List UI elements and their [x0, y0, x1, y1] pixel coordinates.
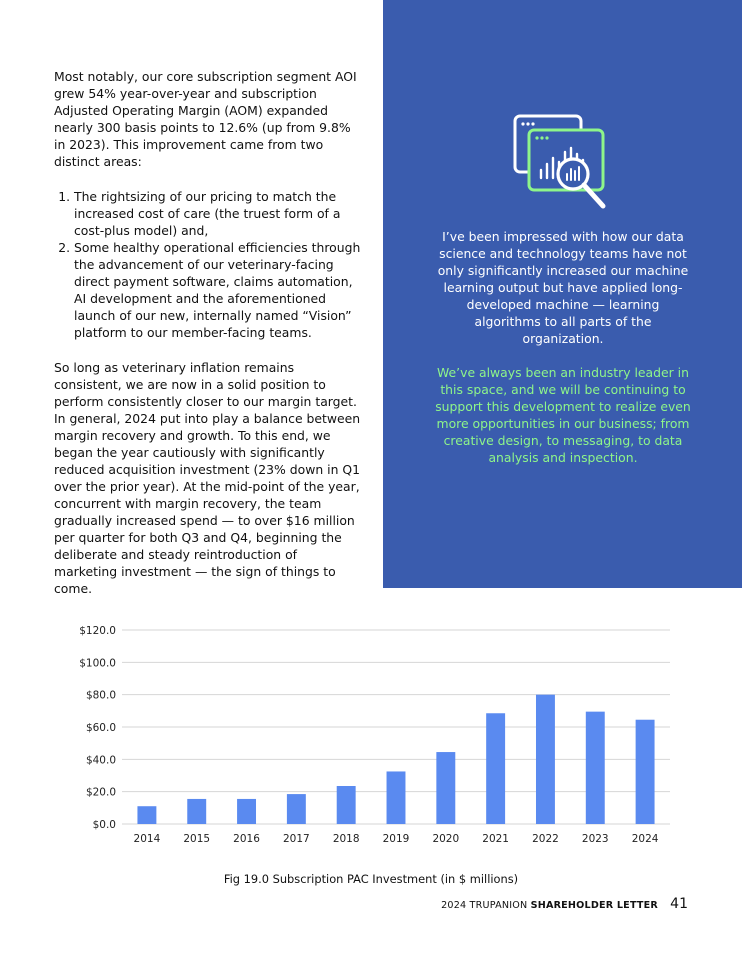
body-text-column: [54, 68, 364, 597]
bar: [287, 794, 306, 824]
y-tick-label: $40.0: [85, 754, 116, 767]
footer-bold: SHAREHOLDER LETTER: [530, 900, 658, 911]
list-item: 1. The rightsizing of our pricing to match the increased cost of care (the truest form of a cost-plus model) and,: [74, 188, 364, 239]
paragraph-aoi: Most notably, our core subscription segment AOI grew 54% year-over-year and subscription Adjusted Operating Margin (AOM) expanded nearly 300 basis points to 12.6% (up from 9.8% in 2023). This improvement came from two distinct areas:: [54, 69, 357, 169]
y-tick-label: $120.0: [79, 625, 116, 637]
y-tick-label: $80.0: [85, 689, 116, 702]
x-tick-label: 2017: [282, 833, 310, 845]
y-tick-label: $20.0: [85, 786, 116, 799]
x-tick-label: 2024: [631, 833, 659, 845]
x-tick-label: 2019: [382, 833, 410, 845]
quote-panel: [383, 0, 742, 588]
bar-chart-svg: [60, 610, 680, 850]
bar: [486, 713, 505, 824]
footer-title: [441, 900, 658, 911]
paragraph-inflation: So long as veterinary inflation remains consistent, we are now in a solid position to perform consistently closer to our margin target. In general, 2024 put into play a balance between margin recovery and growth. To this end, we began the year cautiously with significantly reduced acquisition investment (23% down in Q1 over the prior year). At the mid-point of the year, concurrent with margin recovery, the team gradually increased spend — to over $16 million per quarter for both Q3 and Q4, beginning the deliberate and steady reintroduction of marketing investment — the sign of things to come.: [54, 360, 361, 596]
x-tick-label: 2015: [183, 833, 211, 845]
footer-prefix: 2024 TRUPANION: [441, 900, 531, 911]
figure-caption: Fig 19.0 Subscription PAC Investment (in $ millions): [223, 872, 519, 886]
bar: [387, 771, 406, 824]
x-tick-label: 2018: [332, 833, 360, 845]
x-tick-label: 2014: [133, 833, 161, 845]
y-tick-label: $60.0: [85, 722, 116, 734]
bar: [436, 752, 455, 824]
pac-investment-chart: [60, 610, 680, 850]
bar: [137, 806, 156, 824]
x-tick-label: 2021: [482, 833, 510, 845]
data-analysis-magnifier-icon: [511, 112, 623, 218]
bar: [586, 712, 605, 824]
list-item: 2. Some healthy operational efficiencies through the advancement of our veterinary-facing direct payment software, claims automation, AI development and the aforementioned launch of our new, internally named “Vision” platform to our member-facing teams.: [74, 239, 364, 341]
quote-highlight-paragraph: We’ve always been an industry leader in this space, and we will be continuing to support this development to realize even more opportunities in our business; from creative design, to messaging, to data analysis and inspection.: [435, 365, 691, 465]
x-tick-label: 2016: [233, 833, 260, 845]
x-tick-label: 2020: [432, 833, 460, 845]
x-tick-label: 2023: [581, 833, 609, 845]
y-tick-label: $100.0: [79, 657, 116, 670]
y-tick-label: $0.0: [92, 819, 116, 831]
bar: [536, 695, 555, 824]
improvement-list: [54, 188, 364, 341]
bar: [237, 799, 256, 824]
x-tick-label: 2022: [532, 833, 559, 845]
bar: [636, 720, 655, 824]
bar: [187, 799, 206, 824]
page-number: 41: [670, 896, 688, 912]
bar: [337, 786, 356, 824]
quote-paragraph: I’ve been impressed with how our data science and technology teams have not only significantly increased our machine learning output but have applied long-developed machine — learning algorithms to all parts of the organization.: [437, 229, 689, 346]
